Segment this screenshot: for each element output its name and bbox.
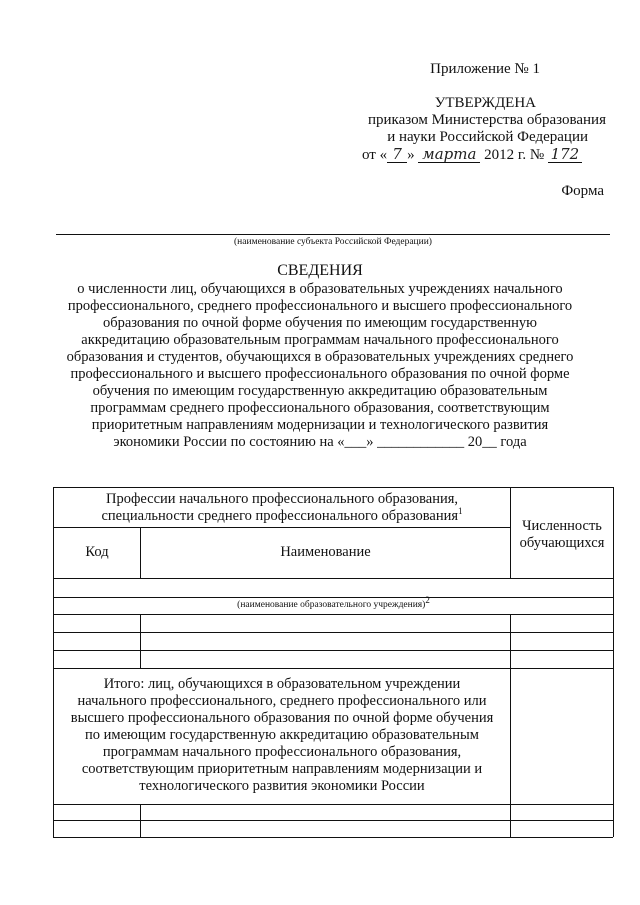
- group-header-note: 1: [458, 506, 463, 517]
- table-col-divider: [510, 804, 511, 837]
- table-line: [53, 527, 510, 528]
- table-line: [53, 614, 613, 615]
- date-mid: »: [407, 147, 415, 163]
- total-line: соответствующим приоритетным направлениям модернизации и: [81, 761, 483, 777]
- table-line: [53, 597, 613, 598]
- order-date-line: [362, 146, 582, 164]
- institution-caption-wrap: [54, 595, 613, 611]
- subject-field-line: [56, 234, 610, 235]
- appendix-label: Приложение № 1: [430, 61, 540, 77]
- table-line: [53, 632, 613, 633]
- count-header-line-2: обучающихся: [519, 535, 605, 551]
- date-prefix: от «: [362, 147, 388, 163]
- title-line: образования по очной форме обучения по имеющим государственную: [102, 315, 538, 331]
- table-border-top: [53, 487, 613, 488]
- title-line: образования и студентов, обучающихся в образовательных учреждениях среднего: [66, 349, 574, 365]
- total-description: [56, 676, 508, 795]
- approved-label: УТВЕРЖДЕНА: [434, 95, 536, 111]
- table-border-bottom: [53, 837, 613, 838]
- name-header: Наименование: [280, 544, 371, 560]
- table-line: [53, 668, 613, 669]
- title-description: [40, 281, 600, 451]
- table-border-right: [613, 487, 614, 837]
- title-line: профессионального, среднего профессионального и высшего профессионального: [67, 298, 573, 314]
- table-col-divider: [140, 614, 141, 668]
- count-header-line-1: Численность: [522, 518, 602, 534]
- title-line: профессионального и высшего профессионального образования по очной форме: [70, 366, 570, 382]
- total-line: технологического развития экономики России: [139, 778, 425, 794]
- group-header-line-1: Профессии начального профессионального образования,: [105, 491, 459, 507]
- table-col-divider: [510, 614, 511, 804]
- table-line: [53, 820, 613, 821]
- total-line: высшего профессионального образования по очной форме обучения: [70, 710, 494, 726]
- order-year: 2012 г. №: [484, 147, 545, 163]
- table-col-divider: [140, 804, 141, 837]
- institution-note: 2: [425, 595, 430, 605]
- document-title: СВЕДЕНИЯ: [277, 262, 363, 279]
- total-line: по имеющим государственную аккредитацию образовательным: [85, 727, 479, 743]
- order-day: 7: [387, 146, 407, 163]
- title-line: программам среднего профессионального образования, соответствующим: [90, 400, 550, 416]
- form-label: Форма: [561, 183, 604, 199]
- code-header: Код: [85, 544, 109, 560]
- count-header: [511, 518, 613, 552]
- table-line: [53, 804, 613, 805]
- title-line: аккредитацию образовательным программам начального профессионального: [81, 332, 559, 348]
- order-line-1: приказом Министерства образования: [368, 112, 606, 128]
- subject-caption: (наименование субъекта Российской Федерации): [234, 237, 432, 247]
- total-line: программам начального профессионального образования,: [102, 744, 462, 760]
- table-border-left: [53, 487, 54, 837]
- title-line: экономики России по состоянию на «___» ____________ 20__ года: [113, 434, 527, 450]
- group-header-line-2: специальности среднего профессионального образования: [101, 508, 459, 524]
- order-month: марта: [418, 146, 480, 163]
- total-line: Итого: лиц, обучающихся в образовательном учреждении: [103, 676, 461, 692]
- order-line-2: и науки Российской Федерации: [387, 129, 588, 145]
- table-line: [53, 578, 613, 579]
- title-line: обучения по имеющим государственную аккредитацию образовательным: [92, 383, 548, 399]
- group-header: [54, 491, 510, 525]
- group-header-line-2-wrap: [54, 508, 510, 525]
- institution-caption: (наименование образовательного учреждения): [237, 600, 426, 611]
- title-line: о численности лиц, обучающихся в образовательных учреждениях начального: [77, 281, 563, 297]
- title-line: приоритетным направлениям модернизации и технологического развития: [91, 417, 549, 433]
- total-line: начального профессионального, среднего профессионального или: [77, 693, 487, 709]
- table-line: [53, 650, 613, 651]
- order-number: 172: [548, 146, 582, 163]
